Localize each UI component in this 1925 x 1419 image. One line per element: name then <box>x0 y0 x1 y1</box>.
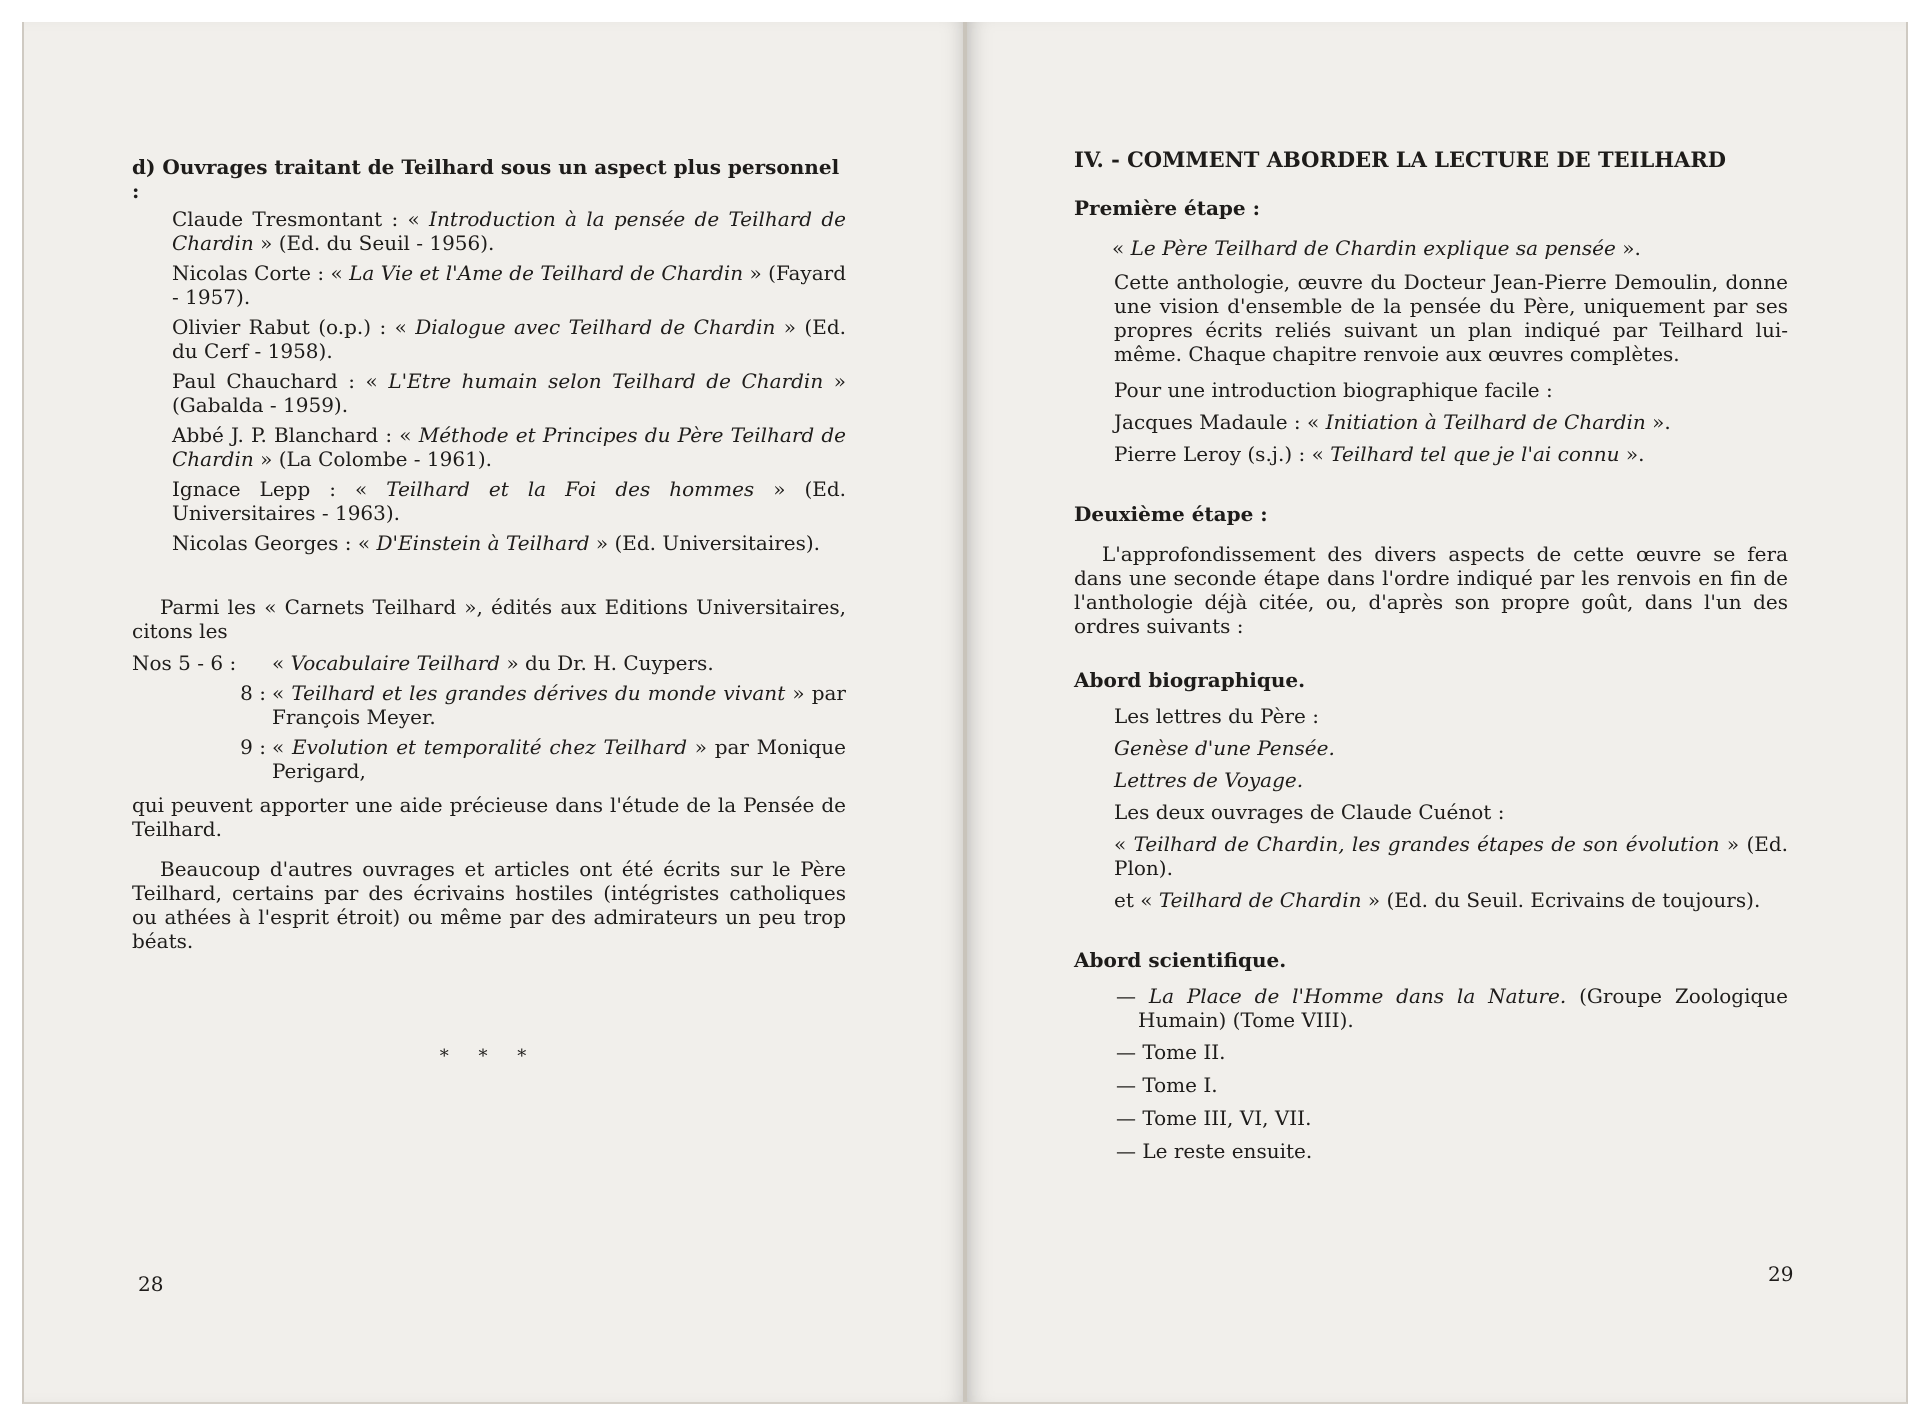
list-item: Les deux ouvrages de Claude Cuénot : <box>1114 800 1505 824</box>
list-item: Jacques Madaule : « Initiation à Teilhard de Chardin ». <box>1114 410 1671 434</box>
right-page-text <box>1074 148 1788 1172</box>
list-item: — Tome III, VI, VII. <box>1116 1106 1312 1130</box>
anthology-title: « Le Père Teilhard de Chardin explique sa pensée ». <box>1112 236 1641 260</box>
list-item: Ignace Lepp : « Teilhard et la Foi des hommes » (Ed. Universitaires - 1963). <box>172 477 847 525</box>
list-item: — Tome I. <box>1116 1073 1218 1097</box>
list-item: Nos 5 - 6 : « Vocabulaire Teilhard » du Dr. H. Cuypers. <box>132 651 714 675</box>
book-spine <box>963 22 967 1402</box>
section-separator: * * * <box>439 1046 539 1067</box>
list-item: Claude Tresmontant : « Introduction à la pensée de Teilhard de Chardin » (Ed. du Seuil - 1956). <box>172 207 846 255</box>
list-item: Nicolas Corte : « La Vie et l'Ame de Teilhard de Chardin » (Fayard - 1957). <box>172 261 846 309</box>
beaucoup-paragraph: Beaucoup d'autres ouvrages et articles ont été écrits sur le Père Teilhard, certains par des écrivains hostiles (intégristes catholiques ou athées à l'esprit étroit) ou même par des admirateurs un peu trop béats. <box>132 857 846 953</box>
etape-1-heading: Première étape : <box>1074 196 1260 220</box>
list-item: — Tome II. <box>1116 1040 1226 1064</box>
abord-biographique-heading: Abord biographique. <box>1074 668 1306 692</box>
list-item: 9 : « Evolution et temporalité chez Teilhard » par Monique Perigard, <box>240 735 846 783</box>
list-item: Paul Chauchard : « L'Etre humain selon Teilhard de Chardin » (Gabalda - 1959). <box>172 369 847 417</box>
anthology-description: Cette anthologie, œuvre du Docteur Jean-Pierre Demoulin, donne une vision d'ensemble de la pensée du Père, uniquement par ses propres écrits reliés suivant un plan indiqué par Teilhard lui-même. Chaque chapitre renvoie aux œuvres complètes. <box>1114 270 1788 366</box>
carnets-list <box>132 651 846 783</box>
list-item: — La Place de l'Homme dans la Nature. (Groupe Zoologique Humain) (Tome VIII). <box>1116 984 1789 1032</box>
list-item: Abbé J. P. Blanchard : « Méthode et Principes du Père Teilhard de Chardin » (La Colombe - 1961). <box>172 423 847 471</box>
list-item: Les lettres du Père : <box>1114 704 1319 728</box>
approfondissement-paragraph: L'approfondissement des divers aspects de cette œuvre se fera dans une seconde étape dans l'ordre indiqué par les renvois en fin de l'anthologie déjà citée, ou, d'après son propre goût, dans l'un des ordres suivants : <box>1074 542 1788 638</box>
section-heading-d: d) Ouvrages traitant de Teilhard sous un aspect plus personnel : <box>132 155 840 203</box>
list-item: « Teilhard de Chardin, les grandes étapes de son évolution » (Ed. Plon). <box>1114 832 1789 880</box>
chapter-heading: IV. - COMMENT ABORDER LA LECTURE DE TEILHARD <box>1074 147 1727 172</box>
abord-scientifique-heading: Abord scientifique. <box>1074 948 1287 972</box>
page-number-right: 29 <box>1768 1262 1794 1286</box>
carnets-outro: qui peuvent apporter une aide précieuse dans l'étude de la Pensée de Teilhard. <box>132 793 846 841</box>
list-item: Lettres de Voyage. <box>1114 768 1304 792</box>
list-item: et « Teilhard de Chardin » (Ed. du Seuil. Ecrivains de toujours). <box>1114 888 1761 912</box>
list-item: Nicolas Georges : « D'Einstein à Teilhard » (Ed. Universitaires). <box>172 531 821 555</box>
etape-2-heading: Deuxième étape : <box>1074 502 1268 526</box>
list-item: Olivier Rabut (o.p.) : « Dialogue avec Teilhard de Chardin » (Ed. du Cerf - 1958). <box>172 315 846 363</box>
page-number-left: 28 <box>138 1272 164 1296</box>
left-page-text <box>132 155 846 1069</box>
bio-intro: Pour une introduction biographique facile : <box>1114 378 1553 402</box>
list-item: — Le reste ensuite. <box>1116 1139 1313 1163</box>
list-item: 8 : « Teilhard et les grandes dérives du monde vivant » par François Meyer. <box>240 681 846 729</box>
list-item: Genèse d'une Pensée. <box>1114 736 1335 760</box>
list-item: Pierre Leroy (s.j.) : « Teilhard tel que je l'ai connu ». <box>1114 442 1645 466</box>
works-list <box>132 207 846 555</box>
carnets-intro: Parmi les « Carnets Teilhard », édités aux Editions Universitaires, citons les <box>132 595 846 643</box>
